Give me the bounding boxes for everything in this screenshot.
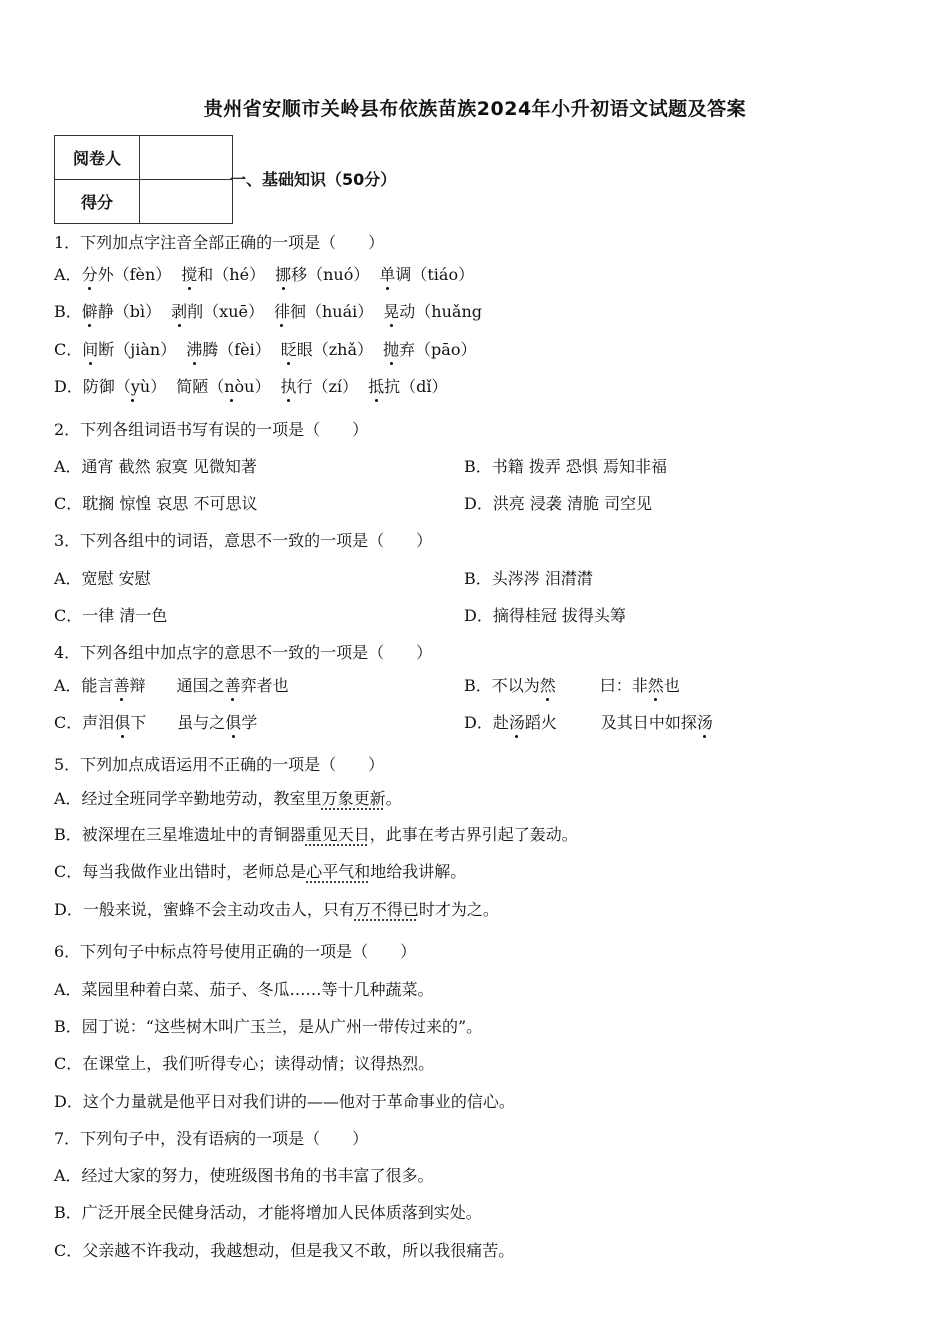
text-segment: A．经过全班同学辛勤地劳动，教室里 [54, 789, 322, 808]
dotted-char: 分 [82, 262, 98, 285]
text-segment: 移（nuó） [291, 265, 370, 284]
question-4-stem: 4．下列各组中加点字的意思不一致的一项是（ ） [54, 643, 433, 662]
dotted-char: 然 [648, 673, 664, 696]
text-segment: 行（zí） [296, 377, 359, 396]
text-segment: 和（hé） [197, 265, 266, 284]
question-3-option-c: C．一律 清一色 [54, 606, 168, 625]
question-7-option-a: A．经过大家的努力，使班级图书角的书丰富了很多。 [54, 1166, 434, 1185]
question-7-stem: 7．下列句子中，没有语病的一项是（ ） [54, 1129, 369, 1148]
text-segment: C．每当我做作业出错时，老师总是 [54, 862, 307, 881]
question-4-option-c [54, 710, 257, 733]
text-segment: 简 [176, 377, 193, 396]
dotted-phrase: 万象更新 [321, 789, 386, 808]
text-segment: 。 [385, 789, 402, 808]
dotted-phrase: 万不得已 [354, 900, 419, 919]
dotted-phrase: 重见天日 [305, 825, 370, 844]
question-4-option-b [464, 673, 680, 696]
question-2-option-b: B．书籍 拨弄 恐惧 焉知非福 [464, 457, 668, 476]
question-2-stem: 2．下列各组词语书写有误的一项是（ ） [54, 420, 369, 439]
question-3-stem: 3．下列各组中的词语，意思不一致的一项是（ ） [54, 531, 433, 550]
dotted-char: 然 [540, 673, 556, 696]
dotted-char: 僻 [82, 299, 98, 322]
text-segment: 虽与之 [177, 713, 226, 732]
dotted-char: 汤 [509, 710, 525, 733]
question-6-option-a: A．菜园里种着白菜、茄子、冬瓜……等十几种蔬菜。 [54, 980, 434, 999]
question-3-option-b: B．头涔涔 泪潸潸 [464, 569, 593, 588]
text-segment: 断（jiàn） [98, 340, 177, 359]
question-3-option-a: A．宽慰 安慰 [54, 569, 151, 588]
dotted-char: 徘 [274, 299, 290, 322]
text-segment: 腾（fèi） [202, 340, 271, 359]
dotted-char: 善 [114, 673, 130, 696]
question-5-option-c [54, 859, 466, 882]
question-5-stem: 5．下列加点成语运用不正确的一项是（ ） [54, 755, 385, 774]
dotted-char: 陋（nòu） [192, 374, 270, 397]
text-segment: A．能言 [54, 676, 114, 695]
dotted-char: 善 [225, 673, 241, 696]
score-table [54, 135, 233, 224]
dotted-char: 挪 [275, 262, 291, 285]
question-7-option-b: B．广泛开展全民健身活动，才能将增加人民体质落到实处。 [54, 1203, 482, 1222]
text-segment: 防 [82, 377, 99, 396]
text-segment: ，此事在考古界引起了轰动。 [369, 825, 578, 844]
text-segment: D．一般来说，蜜蜂不会主动攻击人，只有 [54, 900, 355, 919]
question-4-option-a [54, 673, 289, 696]
question-4-option-d [464, 710, 713, 733]
reviewer-blank [140, 136, 233, 180]
question-6-option-c: C．在课堂上，我们听得专心；读得动情；议得热烈。 [54, 1054, 435, 1073]
text-segment: 弃（pāo） [399, 340, 477, 359]
dotted-char: 俱 [114, 710, 130, 733]
question-5-option-b [54, 822, 578, 845]
text-segment: 动（huǎng [399, 302, 482, 321]
question-5-option-d [54, 897, 499, 920]
text-segment: 抗（dǐ） [384, 377, 448, 396]
page-title: 贵州省安顺市关岭县布依族苗族2024年小升初语文试题及答案 [203, 98, 747, 120]
question-1-option-c [54, 337, 476, 360]
text-segment: 眼（zhǎ） [296, 340, 374, 359]
question-5-option-a [54, 786, 402, 809]
text-segment: 曰：非 [599, 676, 648, 695]
text-segment: 削（xuē） [187, 302, 264, 321]
text-segment: 通国之 [176, 676, 225, 695]
score-label: 得分 [55, 180, 140, 224]
dotted-char: 汤 [697, 710, 713, 733]
dotted-char: 眨 [281, 337, 297, 360]
text-segment: B． [54, 302, 82, 321]
text-segment: 外（fèn） [97, 265, 172, 284]
text-segment: 调（tiáo） [395, 265, 475, 284]
dotted-char: 搅 [181, 262, 197, 285]
dotted-char: 御（yù） [99, 374, 166, 397]
text-segment: 徊（huái） [290, 302, 374, 321]
question-2-option-d: D．洪亮 浸袭 清脆 司空见 [464, 494, 653, 513]
dotted-char: 单 [379, 262, 395, 285]
text-segment: B．不以为 [464, 676, 540, 695]
dotted-char: 晃 [383, 299, 399, 322]
reviewer-label: 阅卷人 [55, 136, 140, 180]
question-7-option-c: C．父亲越不许我动，我越想动，但是我又不敢，所以我很痛苦。 [54, 1241, 515, 1260]
text-segment: C． [54, 340, 83, 359]
text-segment: D． [54, 377, 83, 396]
text-segment: 也 [663, 676, 680, 695]
text-segment: 学 [241, 713, 258, 732]
question-2-option-a: A．通宵 截然 寂寞 见微知著 [54, 457, 257, 476]
text-segment: D．赴 [464, 713, 509, 732]
dotted-char: 剥 [171, 299, 187, 322]
question-6-option-d: D．这个力量就是他平日对我们讲的——他对于革命事业的信心。 [54, 1092, 515, 1111]
question-6-option-b: B．园丁说：“这些树木叫广玉兰，是从广州一带传过来的”。 [54, 1017, 483, 1036]
question-1-stem: 1．下列加点字注音全部正确的一项是（ ） [54, 233, 385, 252]
section-heading: 一、基础知识（50分） [230, 170, 397, 189]
question-1-option-a [54, 262, 474, 285]
question-3-option-d: D．摘得桂冠 拔得头筹 [464, 606, 626, 625]
dotted-char: 间 [82, 337, 98, 360]
question-1-option-b [54, 299, 482, 322]
question-6-stem: 6．下列句子中标点符号使用正确的一项是（ ） [54, 942, 417, 961]
text-segment: 时才为之。 [418, 900, 499, 919]
dotted-char: 执 [280, 374, 296, 397]
text-segment: 及其日中如探 [600, 713, 697, 732]
dotted-char: 抛 [383, 337, 399, 360]
text-segment: B．被深埋在三星堆遗址中的青铜器 [54, 825, 306, 844]
dotted-char: 俱 [225, 710, 241, 733]
text-segment: A． [54, 265, 82, 284]
text-segment: 蹈火 [524, 713, 557, 732]
text-segment: 辩 [129, 676, 146, 695]
text-segment: 弈者也 [240, 676, 289, 695]
text-segment: 地给我讲解。 [370, 862, 467, 881]
dotted-char: 抵 [368, 374, 384, 397]
text-segment: 静（bì） [97, 302, 162, 321]
question-2-option-c: C．耽搁 惊惶 哀思 不可思议 [54, 494, 258, 513]
dotted-phrase: 心平气和 [306, 862, 371, 881]
text-segment: 下 [130, 713, 147, 732]
dotted-char: 沸 [186, 337, 202, 360]
question-1-option-d [54, 374, 447, 397]
text-segment: C．声泪 [54, 713, 115, 732]
score-blank [140, 180, 233, 224]
